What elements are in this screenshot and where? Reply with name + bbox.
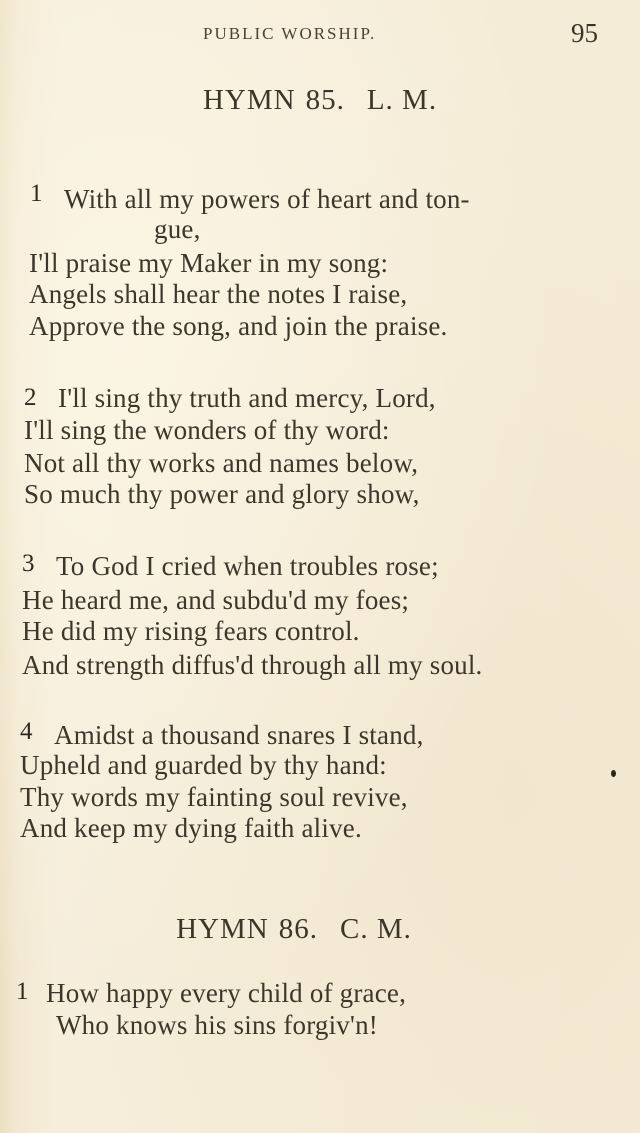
verse-line: Angels shall hear the notes I raise,	[29, 279, 408, 309]
hymn-meter: L. M.	[366, 84, 438, 116]
verse-line: Not all thy works and names below,	[24, 448, 419, 478]
verse-line: I'll praise my Maker in my song:	[29, 248, 389, 278]
ink-speck-mark	[611, 770, 616, 777]
verse-number: 1	[30, 180, 43, 207]
hymn-meter: C. M.	[339, 913, 412, 945]
hymn-label: HYMN	[202, 84, 296, 116]
verse-line: To God I cried when troubles rose;	[56, 551, 439, 581]
verse-number: 1	[16, 978, 29, 1005]
verse-line: gue,	[154, 214, 201, 244]
verse-line: Amidst a thousand snares I stand,	[54, 720, 424, 750]
verse-line: How happy every child of grace,	[46, 978, 407, 1008]
hymn-number: 85.	[305, 84, 345, 116]
verse-line: With all my powers of heart and ton-	[64, 184, 470, 214]
verse-line: Who knows his sins forgiv'n!	[56, 1010, 378, 1040]
verse-line: So much thy power and glory show,	[24, 479, 420, 509]
verse-line: I'll sing thy truth and mercy, Lord,	[58, 383, 436, 413]
hymn-label: HYMN	[176, 913, 269, 945]
hymn-86-title	[0, 913, 614, 946]
verse-line: I'll sing the wonders of thy word:	[24, 415, 390, 445]
verse-number: 4	[20, 718, 33, 745]
running-head	[0, 18, 640, 52]
running-title: PUBLIC WORSHIP.	[203, 24, 377, 43]
verse-line: He heard me, and subdu'd my foes;	[22, 585, 410, 615]
verse-number: 2	[24, 384, 37, 411]
hymn-85-title	[0, 84, 640, 117]
hymn-number: 86.	[278, 913, 318, 945]
verse-line: Thy words my fainting soul revive,	[20, 782, 408, 812]
verse-number: 3	[22, 550, 35, 577]
verse-line: And strength diffus'd through all my soul.	[22, 650, 483, 680]
verse-line: And keep my dying faith alive.	[20, 813, 362, 843]
verse-line: Approve the song, and join the praise.	[29, 311, 448, 341]
page-number: 95	[571, 18, 598, 48]
verse-line: He did my rising fears control.	[22, 616, 360, 646]
verse-line: Upheld and guarded by thy hand:	[20, 750, 387, 780]
